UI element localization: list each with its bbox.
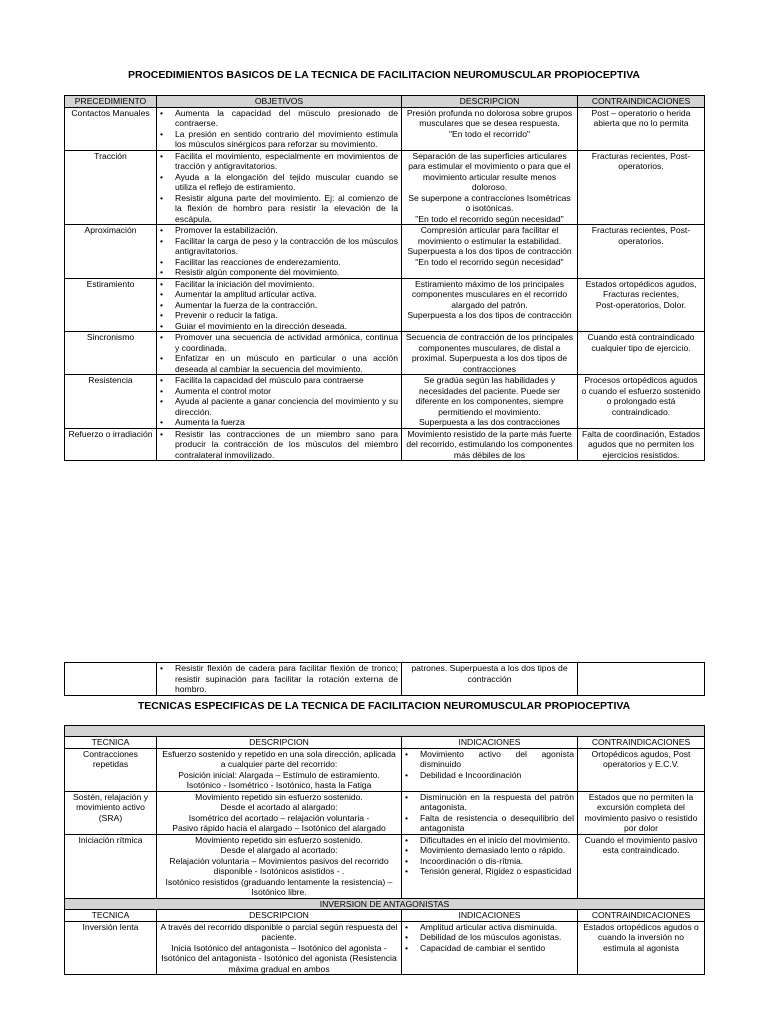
- list-item: • Ayuda a la elongación del tejido muscular cuando se utiliza el reflejo de estiramiento.: [160, 172, 398, 193]
- description-line: Inicia Isotónico del antagonista – Isotónico del agonista - Isotónico del antagonista - Isotónico del agonista (Resistencia máxima gradual en ambos: [161, 942, 397, 974]
- cell-objectives: [157, 332, 402, 375]
- description-line: A través del recorrido disponible o parcial según respuesta del paciente.: [160, 921, 398, 942]
- cell-contraindications: [578, 225, 705, 279]
- description-line: Superpuesta a las dos contracciones: [419, 417, 560, 427]
- description-line: Esfuerzo sostenido y repetido en una sola dirección, aplicada a cualquier parte del recorrido:: [162, 748, 396, 769]
- cell-procedure-name: Aproximación: [65, 225, 157, 279]
- description-line: Post – operatorio o herida abierta que no lo permita: [591, 107, 691, 128]
- cell-objectives: [157, 278, 402, 332]
- table-row: [65, 278, 705, 332]
- title-specific-techniques: TECNICAS ESPECIFICAS DE LA TECNICA DE FACILITACION NEUROMUSCULAR PROPIOCEPTIVA: [137, 700, 631, 712]
- bullet-list: [405, 792, 574, 834]
- cell-contraindications: [578, 150, 705, 225]
- table-row: [65, 428, 705, 461]
- cell-description: [402, 663, 578, 696]
- list-item: • Dificultades en el inicio del movimiento.: [405, 835, 574, 846]
- bullet-list: [160, 225, 398, 278]
- table-row: [65, 834, 705, 898]
- description-line: Procesos ortopédicos agudos o cuando el esfuerzo sostenido o prolongado está contraindicado.: [581, 375, 701, 417]
- section-row: [65, 898, 705, 910]
- cell-contraindications: [578, 921, 705, 975]
- cell-description: [402, 278, 578, 332]
- header-contraindications: CONTRAINDICACIONES: [578, 96, 705, 108]
- bullet-list: [160, 151, 398, 225]
- list-item: • Enfatizar en un músculo en particular o una acción deseada al cambiar la secuencia del movimiento.: [160, 353, 398, 374]
- cell-procedure-name: Sincronismo: [65, 332, 157, 375]
- header-description: DESCRIPCION: [157, 910, 402, 922]
- list-item: • Resistir alguna parte del movimiento. Ej: al comienzo de la flexión de hombro para resistir la elevación de la escápula.: [160, 193, 398, 225]
- header-description: DESCRIPCION: [402, 96, 578, 108]
- description-line: Superpuesta a los dos tipos de contracción: [407, 310, 572, 320]
- cell-objectives: [157, 225, 402, 279]
- list-item: • Aumenta la capacidad del músculo presionado de contraerse.: [160, 108, 398, 129]
- table2-subheader-row: [65, 910, 705, 922]
- description-line: patrones. Superpuesta a los dos tipos de contracción: [411, 663, 568, 684]
- list-item: • Movimiento activo del agonista disminuido: [405, 749, 574, 770]
- description-line: Se superpone a contracciones Isométricas o isotónicas.: [408, 192, 571, 213]
- cell-empty: [65, 663, 157, 696]
- list-item: • Disminución en la respuesta del patrón antagonista.: [405, 792, 574, 813]
- cell-objectives: [157, 428, 402, 461]
- description-line: "En todo el recorrido según necesidad": [415, 213, 564, 224]
- list-item: • Facilitar la iniciación del movimiento.: [160, 279, 398, 290]
- bullet-list: [160, 375, 398, 428]
- list-item: • Facilitar las reacciones de enderezamiento.: [160, 257, 398, 268]
- description-line: Movimiento repetido sin esfuerzo sostenido.: [195, 791, 363, 802]
- cell-technique-name: Sostén, relajación y movimiento activo (SRA): [65, 791, 157, 834]
- description-line: Estados ortopédicos agudos, Fracturas recientes,: [585, 278, 697, 299]
- table-row: [65, 107, 705, 150]
- table-basic-procedures: [64, 95, 705, 461]
- list-item: • Ayuda al paciente a ganar conciencia del movimiento y su dirección.: [160, 396, 398, 417]
- table-specific-techniques: [64, 725, 705, 975]
- description-line: Estados ortopédicos agudos o cuando la inversión no estimula al agonista: [583, 921, 699, 953]
- list-item: • Resistir flexión de cadera para facilitar flexión de tronco; resistir supinación para facilitar la rotación externa de hombro.: [160, 663, 398, 695]
- list-item: • La presión en sentido contrario del movimiento estimula los músculos sinérgicos para reforzar su movimiento.: [160, 129, 398, 150]
- table-row: [65, 791, 705, 834]
- bullet-list: [405, 749, 574, 781]
- list-item: • Resistir las contracciones de un miembro sano para producir la contracción de los músculos del miembro contralateral inmovilizado.: [160, 429, 398, 461]
- description-line: Pasivo rápido hacia el alargado – Isotónico del alargado: [172, 823, 386, 833]
- list-item: • Facilita la capacidad del músculo para contraerse: [160, 375, 398, 386]
- list-item: • Prevenir o reducir la fatiga.: [160, 310, 398, 321]
- list-item: • Promover la estabilización.: [160, 225, 398, 236]
- table-row: [65, 225, 705, 279]
- cell-indications: [402, 748, 578, 791]
- cell-description: [402, 225, 578, 279]
- list-item: • Resistir algún componente del movimiento.: [160, 267, 398, 278]
- description-line: Separación de las superficies articulares para estimular el movimiento o para que el movimiento articular resulte menos doloroso.: [408, 150, 571, 192]
- cell-technique-name: Iniciación rítmica: [65, 834, 157, 898]
- header-contraindications: CONTRAINDICACIONES: [578, 910, 705, 922]
- cell-description: [402, 375, 578, 429]
- cell-procedure-name: Refuerzo o irradiación: [65, 428, 157, 461]
- description-line: Isotónico - Isométrico - Isotónico, hasta la Fatiga: [186, 780, 372, 790]
- description-line: "En todo el recorrido": [448, 128, 531, 139]
- title-basic-procedures: PROCEDIMIENTOS BASICOS DE LA TECNICA DE FACILITACION NEUROMUSCULAR PROPIOCEPTIVA: [128, 69, 640, 81]
- cell-technique-name: Contracciones repetidas: [65, 748, 157, 791]
- cell-procedure-name: Estiramiento: [65, 278, 157, 332]
- list-item: • Falta de resistencia o desequilibrio del antagonista: [405, 813, 574, 834]
- description-line: Estiramiento máximo de los principales componentes musculares en el recorrido alargado del patrón.: [411, 278, 568, 310]
- cell-objectives: [157, 150, 402, 225]
- description-line: Ortopédicos agudos, Post operatorios y E.C.V.: [591, 748, 691, 769]
- description-line: Desde el alargado al acortado:: [220, 845, 338, 855]
- bullet-list: [160, 279, 398, 332]
- cell-procedure-name: Resistencia: [65, 375, 157, 429]
- cell-contraindications: [578, 428, 705, 461]
- cell-contraindications: [578, 278, 705, 332]
- cell-description: [157, 921, 402, 975]
- header-technique: TECNICA: [65, 737, 157, 749]
- description-line: Movimiento repetido sin esfuerzo sostenido.: [195, 834, 363, 845]
- bullet-list: [405, 922, 574, 954]
- list-item: • Guiar el movimiento en la dirección deseada.: [160, 321, 398, 332]
- description-line: Posición inicial: Alargada – Estímulo de estiramiento.: [178, 769, 380, 780]
- description-line: Isotónico resistidos (graduando lentamente la resistencia) – Isotónico libre.: [165, 876, 393, 897]
- cell-objectives: [157, 375, 402, 429]
- cell-contraindications: [578, 107, 705, 150]
- cell-contraindications: [578, 791, 705, 834]
- cell-contraindications: [578, 332, 705, 375]
- table-row: [65, 375, 705, 429]
- description-line: Post-operatorios, Dolor.: [595, 299, 687, 310]
- description-line: Isométrico del acortado – relajación voluntaria -: [188, 812, 370, 823]
- cell-description: [402, 332, 578, 375]
- list-item: • Incoordinación o dis-rítmia.: [405, 856, 574, 867]
- description-line: Se gradúa según las habilidades y necesidades del paciente. Puede ser diferente en los componentes, siempre permitiendo el movimiento.: [415, 375, 564, 417]
- description-line: Superpuesta a los dos tipos de contracción: [407, 246, 572, 256]
- bullet-list: [405, 835, 574, 877]
- section-title: INVERSION DE ANTAGONISTAS: [65, 898, 705, 910]
- table-row: [65, 332, 705, 375]
- list-item: • Aumentar la amplitud articular activa.: [160, 289, 398, 300]
- list-item: • Aumentar la fuerza de la contracción.: [160, 300, 398, 311]
- table-row: [65, 663, 705, 696]
- cell-description: [402, 428, 578, 461]
- cell-description: [157, 791, 402, 834]
- cell-contraindications: [578, 375, 705, 429]
- description-line: Desde el acortado al alargado:: [220, 802, 338, 812]
- description-line: Secuencia de contracción de los principales componentes musculares, de distal a proximal. Superpuesta a los dos tipos de contracciones: [405, 332, 574, 374]
- list-item: • Movimiento demasiado lento o rápido.: [405, 845, 574, 856]
- list-item: • Aumenta el control motor: [160, 386, 398, 397]
- bullet-list: [160, 429, 398, 461]
- cell-indications: [402, 791, 578, 834]
- cell-procedure-name: Tracción: [65, 150, 157, 225]
- description-line: Cuando está contraindicado cualquier tipo de ejercicio.: [587, 332, 695, 353]
- list-item: • Aumenta la fuerza: [160, 417, 398, 428]
- table-continuation: [64, 662, 705, 696]
- description-line: Movimiento resistido de la parte más fuerte del recorrido, estimulando los componentes más débiles de los: [406, 428, 573, 460]
- cell-objectives: [157, 663, 402, 696]
- table1-header-row: [65, 96, 705, 108]
- header-procedure: PRECEDIMIENTO: [65, 96, 157, 108]
- table2-blank-row: [65, 726, 705, 737]
- cell-description: [157, 748, 402, 791]
- cell-contraindications: [578, 834, 705, 898]
- header-indications: INDICACIONES: [402, 737, 578, 749]
- description-line: "En todo el recorrido según necesidad": [415, 256, 564, 267]
- cell-description: [402, 107, 578, 150]
- description-line: Falta de coordinación, Estados agudos que no permiten los ejercicios resistidos.: [582, 428, 700, 460]
- cell-objectives: [157, 107, 402, 150]
- description-line: Compresión articular para facilitar el movimiento o estimular la estabilidad.: [417, 225, 562, 246]
- cell-procedure-name: Contactos Manuales: [65, 107, 157, 150]
- list-item: • Capacidad de cambiar el sentido: [405, 943, 574, 954]
- header-objectives: OBJETIVOS: [157, 96, 402, 108]
- blank-band: [65, 726, 705, 737]
- table-row: [65, 748, 705, 791]
- header-technique: TECNICA: [65, 910, 157, 922]
- description-line: Fracturas recientes, Post-operatorios.: [591, 225, 691, 246]
- list-item: • Debilidad e Incoordinación: [405, 770, 574, 781]
- cell-indications: [402, 921, 578, 975]
- header-indications: INDICACIONES: [402, 910, 578, 922]
- cell-description: [402, 150, 578, 225]
- cell-empty: [578, 663, 705, 696]
- list-item: • Facilita el movimiento, especialmente en movimientos de tracción y antigravitatorios.: [160, 151, 398, 172]
- header-description: DESCRIPCION: [157, 737, 402, 749]
- header-contraindications: CONTRAINDICACIONES: [578, 737, 705, 749]
- cell-indications: [402, 834, 578, 898]
- description-line: Estados que no permiten la excursión completa del movimiento pasivo o resistido por dolor: [584, 791, 698, 833]
- table-row: [65, 150, 705, 225]
- bullet-list: [160, 108, 398, 150]
- table-row: [65, 921, 705, 975]
- cell-description: [157, 834, 402, 898]
- table2-header-row: [65, 737, 705, 749]
- list-item: • Promover una secuencia de actividad armónica, continua y coordinada.: [160, 332, 398, 353]
- cell-technique-name: Inversión lenta: [65, 921, 157, 975]
- list-item: • Facilitar la carga de peso y la contracción de los músculos antigravitatorios.: [160, 236, 398, 257]
- list-item: • Amplitud articular activa disminuida.: [405, 922, 574, 933]
- cell-contraindications: [578, 748, 705, 791]
- description-line: Relajación voluntaria – Movimientos pasivos del recorrido disponible - Isotónicos asistidos - .: [169, 855, 389, 876]
- description-line: Fracturas recientes, Post-operatorios.: [591, 150, 691, 171]
- list-item: • Tensión general, Rigidez o espasticidad: [405, 866, 574, 877]
- list-item: • Debilidad de los músculos agonistas.: [405, 932, 574, 943]
- bullet-list: [160, 332, 398, 374]
- description-line: Cuando el movimiento pasivo esta contraindicado.: [584, 834, 698, 855]
- description-line: Presión profunda no dolorosa sobre grupos musculares que se desea respuesta.: [406, 107, 573, 128]
